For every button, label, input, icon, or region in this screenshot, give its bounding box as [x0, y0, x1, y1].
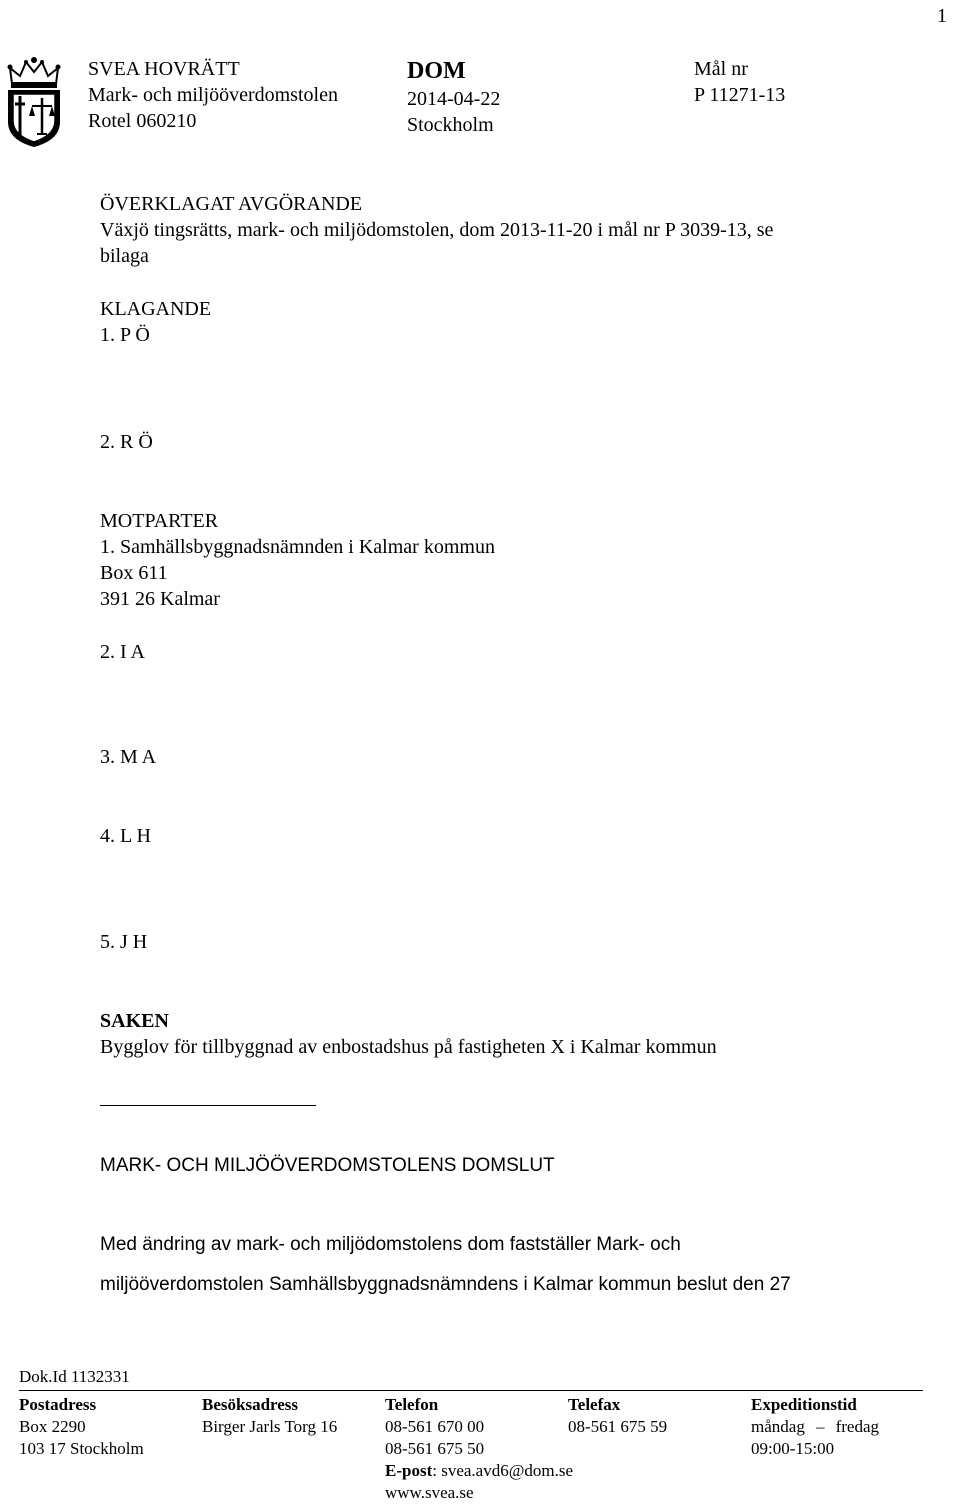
- respondent-3: 3. M A: [100, 746, 157, 768]
- document-city: Stockholm: [407, 114, 494, 136]
- document-id: Dok.Id 1132331: [19, 1367, 130, 1386]
- footer-header-expeditionstid: Expeditionstid: [751, 1395, 857, 1414]
- respondent-2: 2. I A: [100, 641, 145, 663]
- case-label: Mål nr: [694, 58, 748, 80]
- matter-text: Bygglov för tillbyggnad av enbostadshus på fastigheten X i Kalmar kommun: [100, 1036, 717, 1058]
- section-divider: [100, 1105, 316, 1106]
- footer-postadress-line-2: 103 17 Stockholm: [19, 1439, 144, 1458]
- court-name: SVEA HOVRÄTT: [88, 58, 240, 80]
- respondents-heading: MOTPARTER: [100, 510, 219, 532]
- respondent-5: 5. J H: [100, 931, 148, 953]
- respondent-1-city: 391 26 Kalmar: [100, 588, 220, 610]
- footer-telefon-line-2: 08-561 675 50: [385, 1439, 485, 1458]
- appellant-1: 1. P Ö: [100, 324, 150, 346]
- court-division: Mark- och miljööverdomstolen: [88, 84, 338, 106]
- footer-expeditionstid-line-2: 09:00-15:00: [751, 1439, 835, 1458]
- footer-header-besoksadress: Besöksadress: [202, 1395, 299, 1414]
- appealed-line-2: bilaga: [100, 245, 149, 267]
- footer-header-telefax: Telefax: [568, 1395, 621, 1414]
- ruling-heading: MARK- OCH MILJÖÖVERDOMSTOLENS DOMSLUT: [100, 1155, 555, 1176]
- document-date: 2014-04-22: [407, 88, 501, 110]
- respondent-1-box: Box 611: [100, 562, 168, 584]
- appellants-heading: KLAGANDE: [100, 298, 212, 320]
- appellant-2: 2. R Ö: [100, 431, 153, 453]
- respondent-1-name: 1. Samhällsbyggnadsnämnden i Kalmar kommun: [100, 536, 495, 558]
- respondent-4: 4. L H: [100, 825, 151, 847]
- footer-header-postadress: Postadress: [19, 1395, 97, 1414]
- appealed-line-1: Växjö tingsrätts, mark- och miljödomstolen, dom 2013-11-20 i mål nr P 3039-13, se: [100, 219, 774, 241]
- ruling-line-1: Med ändring av mark- och miljödomstolens dom fastställer Mark- och: [100, 1234, 681, 1255]
- rotel: Rotel 060210: [88, 110, 197, 132]
- footer-postadress-line-1: Box 2290: [19, 1417, 86, 1436]
- ruling-line-2: miljööverdomstolen Samhällsbyggnadsnämndens i Kalmar kommun beslut den 27: [100, 1274, 791, 1295]
- footer-telefax-line-1: 08-561 675 59: [568, 1417, 668, 1436]
- footer-email: [385, 1460, 573, 1482]
- footer-expeditionstid-line-1: måndag – fredag: [751, 1417, 879, 1436]
- document-type: DOM: [407, 58, 466, 84]
- matter-heading: SAKEN: [100, 1010, 169, 1032]
- crown-coat-of-arms-icon: [4, 54, 64, 148]
- footer-header-telefon: Telefon: [385, 1395, 439, 1414]
- footer-website: www.svea.se: [385, 1483, 474, 1502]
- case-number: P 11271-13: [694, 84, 786, 106]
- footer-rule: [19, 1390, 923, 1391]
- footer-telefon-line-1: 08-561 670 00: [385, 1417, 485, 1436]
- footer-email-label: E-post: [385, 1461, 433, 1480]
- page-number: 1: [937, 5, 947, 27]
- footer-besoksadress-line-1: Birger Jarls Torg 16: [202, 1417, 338, 1436]
- footer-email-value: : svea.avd6@dom.se: [432, 1461, 573, 1480]
- appealed-heading: ÖVERKLAGAT AVGÖRANDE: [100, 193, 363, 215]
